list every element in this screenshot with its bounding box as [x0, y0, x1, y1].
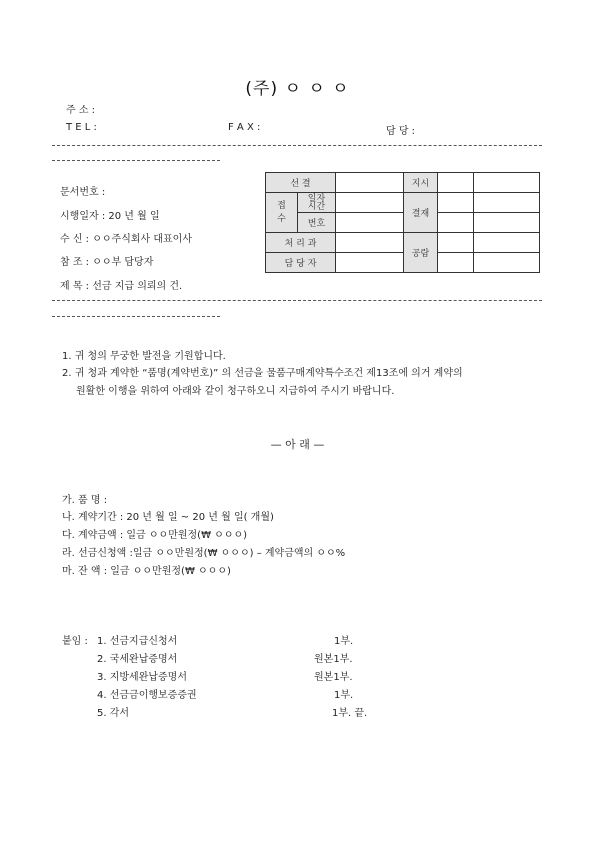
instruction-cell-1[interactable] [438, 173, 474, 193]
advance-amount: 라. 선금신청액 :일금 ㅇㅇ만원정(₩ ㅇㅇㅇ) – 계약금액의 ㅇㅇ% [62, 548, 346, 559]
share-cell-1[interactable] [438, 233, 474, 253]
paragraph-2-line2: 원활한 이행을 위하여 아래와 같이 청구하오니 지급하여 주시기 바랍니다. [76, 386, 395, 397]
company-title: (주) ㅇ ㅇ ㅇ [245, 79, 350, 99]
share-cell-3[interactable] [438, 253, 474, 273]
share-label: 공람 [404, 233, 438, 273]
number-label: 번호 [298, 213, 336, 233]
number-cell[interactable] [336, 213, 404, 233]
person-in-charge-cell[interactable] [336, 253, 404, 273]
date-time-cell[interactable] [336, 193, 404, 213]
item-name: 가. 품 명 : [62, 495, 108, 506]
divider-top-line2 [52, 160, 220, 161]
person-in-charge-label: 담 당 자 [266, 253, 336, 273]
paragraph-2-line1: 2. 귀 청과 계약한 “품명(계약번호)” 의 선금을 물품구매계약특수조건 제13조에 의거 계약의 [62, 368, 463, 379]
receipt-label: 접 수 [266, 193, 298, 233]
contract-period: 나. 계약기간 : 20 년 월 일 ~ 20 년 월 일( 개월) [62, 512, 274, 523]
pre-decision-cell[interactable] [336, 173, 404, 193]
contract-amount: 다. 계약금액 : 일금 ㅇㅇ만원정(₩ ㅇㅇㅇ) [62, 530, 248, 541]
date-label: 일자 [307, 193, 326, 204]
processing-dept-label: 처 리 과 [266, 233, 336, 253]
pre-decision-label: 선 결 [266, 173, 336, 193]
recipient: 수 신 : ㅇㅇ주식회사 대표이사 [60, 234, 193, 245]
manager-label: 담 당 : [386, 126, 416, 137]
doc-number: 문서번호 : [60, 187, 106, 198]
issue-date: 시행일자 : 20 년 월 일 [60, 211, 160, 222]
share-cell-2[interactable] [474, 233, 540, 253]
attachments-label: 붙임 : [62, 636, 88, 647]
attachment-count-3: 원본1부. [314, 672, 353, 683]
attachment-name-1: 1. 선금지급신청서 [97, 636, 178, 647]
approval-table [265, 172, 540, 273]
attachment-name-5: 5. 각서 [97, 708, 130, 719]
address-label: 주 소 : [66, 105, 96, 116]
tel-label: T E L : [66, 122, 97, 133]
processing-dept-cell[interactable] [336, 233, 404, 253]
payment-cell-3[interactable] [438, 213, 474, 233]
attachment-count-5: 1부. 끝. [332, 708, 368, 719]
divider-top-line1 [52, 145, 542, 146]
fax-label: F A X : [228, 122, 261, 133]
instruction-label: 지시 [404, 173, 438, 193]
instruction-cell-2[interactable] [474, 173, 540, 193]
payment-cell-4[interactable] [474, 213, 540, 233]
time-label: 시간 [307, 201, 326, 212]
attachment-count-1: 1부. [334, 636, 354, 647]
attachment-name-4: 4. 선금금이행보증증권 [97, 690, 197, 701]
paragraph-1: 1. 귀 청의 무궁한 발전을 기원합니다. [62, 351, 226, 362]
divider-mid-line2 [52, 316, 220, 317]
attachment-name-2: 2. 국세완납증명서 [97, 654, 178, 665]
section-heading: — 아 래 — [270, 438, 325, 451]
balance-amount: 마. 잔 액 : 일금 ㅇㅇ만원정(₩ ㅇㅇㅇ) [62, 566, 231, 577]
reference: 참 조 : ㅇㅇ부 담당자 [60, 257, 154, 268]
date-time-label [298, 193, 336, 213]
payment-cell-1[interactable] [438, 193, 474, 213]
payment-label: 결재 [404, 193, 438, 233]
divider-mid-line1 [52, 300, 542, 301]
attachment-count-2: 원본1부. [314, 654, 353, 665]
subject: 제 목 : 선금 지급 의뢰의 건. [60, 281, 183, 292]
attachment-count-4: 1부. [334, 690, 354, 701]
payment-cell-2[interactable] [474, 193, 540, 213]
attachment-name-3: 3. 지방세완납증명서 [97, 672, 187, 683]
share-cell-4[interactable] [474, 253, 540, 273]
